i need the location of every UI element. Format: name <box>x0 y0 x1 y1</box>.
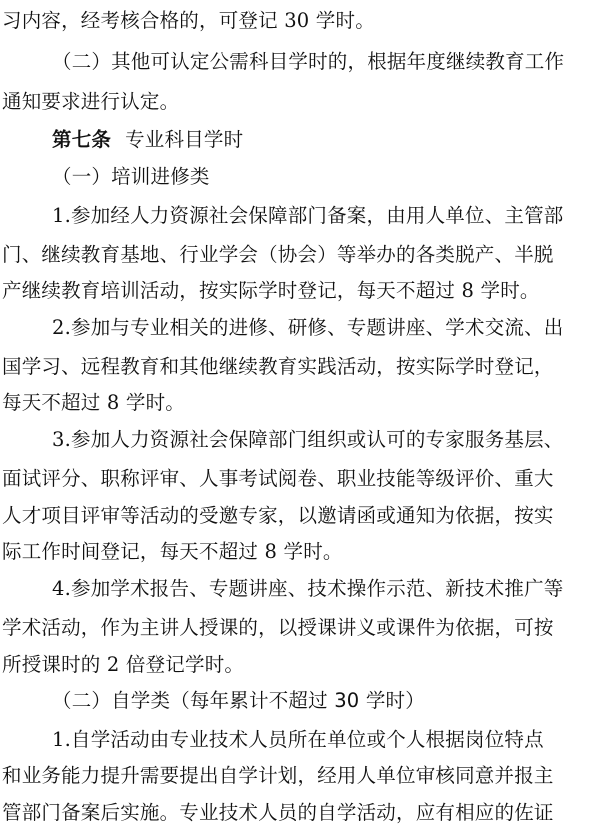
section-title: （二）自学类 <box>52 689 171 712</box>
text-line: 通知要求进行认定。 <box>2 90 180 113</box>
text-line: 和业务能力提升需要提出自学计划，经用人单位审核同意并报主 <box>2 764 554 787</box>
text-line: 1.参加经人力资源社会保障部门备案，由用人单位、主管部 <box>52 204 564 227</box>
article-title: 专业科目学时 <box>125 128 244 151</box>
text-line: 1.自学活动由专业技术人员所在单位或个人根据岗位特点 <box>52 728 544 751</box>
text-line: 4.参加学术报告、专题讲座、技术操作示范、新技术推广等 <box>52 577 564 600</box>
text-line: 人才项目评审等活动的受邀专家，以邀请函或通知为依据，按实 <box>2 504 554 527</box>
text-line: 际工作时间登记，每天不超过 8 学时。 <box>2 540 343 563</box>
article-number: 第七条 <box>52 128 112 151</box>
text-line: （二）其他可认定公需科目学时的，根据年度继续教育工作 <box>52 50 565 73</box>
text-line: 产继续教育培训活动，按实际学时登记，每天不超过 8 学时。 <box>2 279 540 302</box>
text-line: 2.参加与专业相关的进修、研修、专题讲座、学术交流、出 <box>52 316 564 339</box>
text-line: 管部门备案后实施。专业技术人员的自学活动，应有相应的佐证 <box>2 801 554 824</box>
text-line: 习内容，经考核合格的，可登记 30 学时。 <box>2 9 375 32</box>
text-line: 所授课时的 2 倍登记学时。 <box>2 653 245 676</box>
text-line: 学术活动，作为主讲人授课的，以授课讲义或课件为依据，可按 <box>2 616 554 639</box>
section-heading <box>52 688 604 714</box>
section-note: （每年累计不超过 30 学时） <box>170 689 425 712</box>
text-line: 门、继续教育基地、行业学会（协会）等举办的各类脱产、半脱 <box>2 243 554 266</box>
text-line: 面试评分、职称评审、人事考试阅卷、职业技能等级评价、重大 <box>2 467 554 490</box>
article-heading <box>52 127 604 153</box>
text-line: 3.参加人力资源社会保障部门组织或认可的专家服务基层、 <box>52 428 564 451</box>
text-line: 国学习、远程教育和其他继续教育实践活动，按实际学时登记， <box>2 355 554 378</box>
text-line: 每天不超过 8 学时。 <box>2 391 186 414</box>
section-heading: （一）培训进修类 <box>52 165 210 188</box>
